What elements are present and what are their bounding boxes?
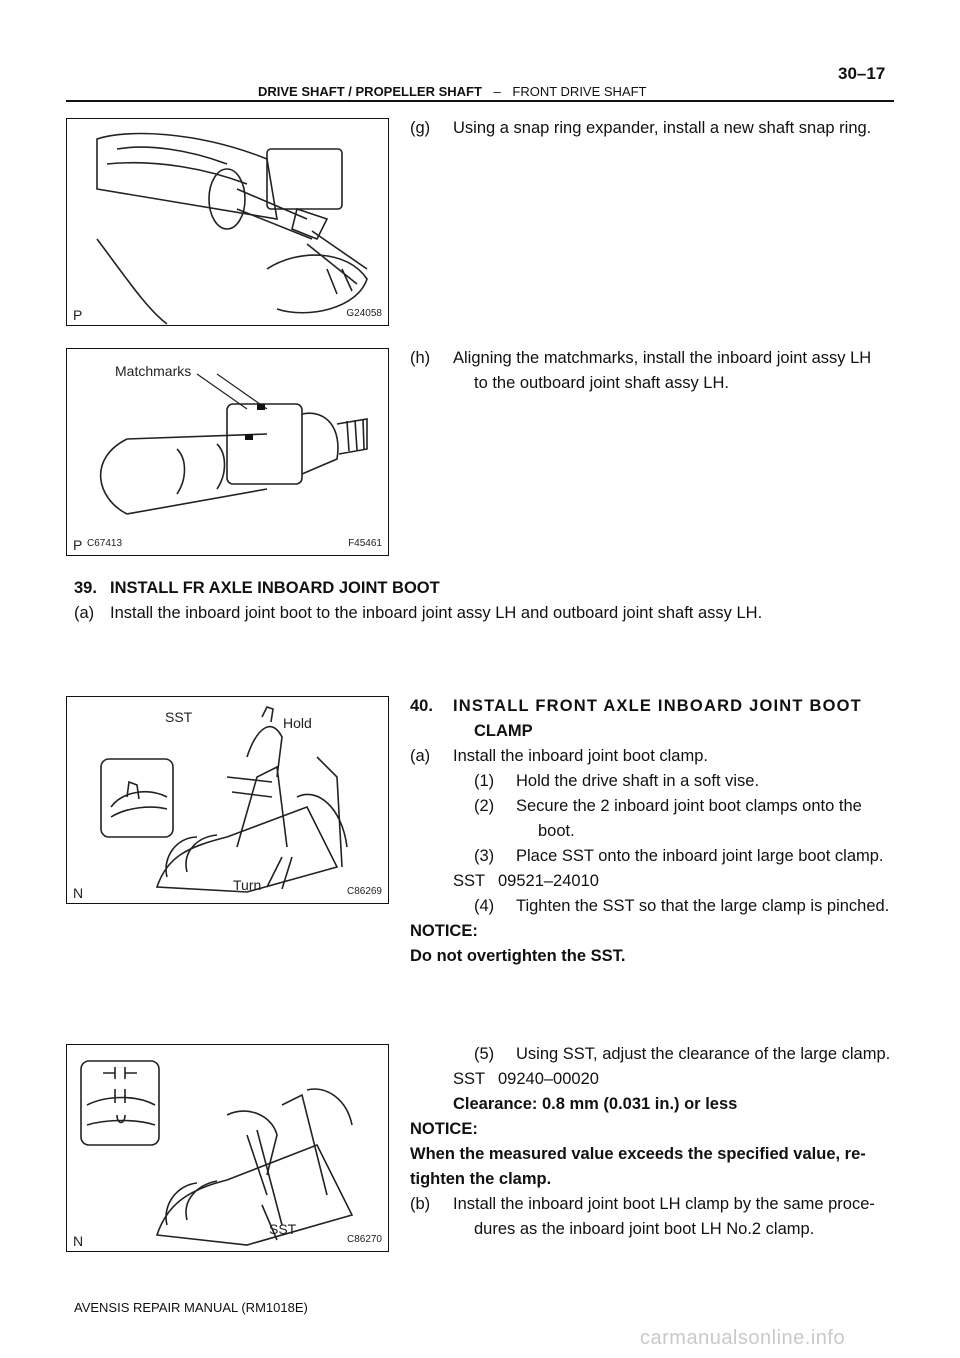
step-40a-text: Install the inboard joint boot clamp. <box>453 747 708 765</box>
figure-snap-ring-expander <box>66 118 389 326</box>
step-h-line1: Aligning the matchmarks, install the inboard joint assy LH <box>453 349 872 367</box>
sst-1-value: 09521–24010 <box>498 872 599 890</box>
sst-1-label: SST <box>453 872 486 890</box>
figure-clearance-illustration <box>67 1045 388 1251</box>
figure-clamp-clearance <box>66 1044 389 1252</box>
figure-matchmarks-illustration <box>67 349 388 555</box>
figure-matchmarks <box>66 348 389 556</box>
step-40b-line2: dures as the inboard joint boot LH No.2 clamp. <box>474 1220 815 1238</box>
hold-label: Hold <box>283 715 312 731</box>
figure-code: C86270 <box>346 1234 382 1245</box>
step-3-text: Place SST onto the inboard joint large boot clamp. <box>516 847 884 865</box>
step-h-label: (h) <box>410 349 431 367</box>
sst-label: SST <box>165 709 193 725</box>
section-39-title: INSTALL FR AXLE INBOARD JOINT BOOT <box>110 579 440 597</box>
step-g-text: Using a snap ring expander, install a new shaft snap ring. <box>453 119 872 137</box>
step-40a-label: (a) <box>410 747 431 765</box>
clearance-spec: Clearance: 0.8 mm (0.031 in.) or less <box>453 1095 738 1113</box>
step-2-label: (2) <box>474 797 495 815</box>
step-40b-line1: Install the inboard joint boot LH clamp by the same proce- <box>453 1195 875 1213</box>
figure-code: C86269 <box>346 886 382 897</box>
notice-2-line2: tighten the clamp. <box>410 1170 552 1188</box>
figure-mark: N <box>73 1233 84 1249</box>
step-4-label: (4) <box>474 897 495 915</box>
figure-mark: P <box>73 307 83 323</box>
matchmarks-label: Matchmarks <box>115 363 192 379</box>
sst-label: SST <box>269 1221 297 1237</box>
notice-2-line1: When the measured value exceeds the specified value, re- <box>410 1145 866 1163</box>
section-40-title-line1: INSTALL FRONT AXLE INBOARD JOINT BOOT <box>453 697 862 715</box>
figure-code: G24058 <box>346 308 382 319</box>
figure-code: F45461 <box>348 538 382 549</box>
turn-label: Turn <box>233 877 262 893</box>
step-5-text: Using SST, adjust the clearance of the large clamp. <box>516 1045 891 1063</box>
figure-mark: N <box>73 885 84 901</box>
notice-1-text: Do not overtighten the SST. <box>410 947 626 965</box>
step-4-text: Tighten the SST so that the large clamp is pinched. <box>516 897 890 915</box>
section-40-number: 40. <box>410 697 433 715</box>
notice-1-label: NOTICE: <box>410 922 478 940</box>
footer-manual-id: AVENSIS REPAIR MANUAL (RM1018E) <box>74 1300 308 1315</box>
running-header <box>258 84 647 99</box>
step-1-text: Hold the drive shaft in a soft vise. <box>516 772 760 790</box>
step-39a-label: (a) <box>74 604 95 622</box>
step-5-label: (5) <box>474 1045 495 1063</box>
notice-2-label: NOTICE: <box>410 1120 478 1138</box>
step-1-label: (1) <box>474 772 495 790</box>
header-subsection: FRONT DRIVE SHAFT <box>512 84 647 99</box>
figure-mark: P <box>73 537 83 553</box>
figure-code-left: C67413 <box>87 538 123 549</box>
watermark: carmanualsonline.info <box>640 1327 846 1349</box>
sst-2-label: SST <box>453 1070 486 1088</box>
section-40-title-line2: CLAMP <box>474 722 533 740</box>
step-2-line2: boot. <box>538 822 575 840</box>
step-h-line2: to the outboard joint shaft assy LH. <box>474 374 729 392</box>
header-separator: – <box>493 84 501 99</box>
section-39-number: 39. <box>74 579 97 597</box>
step-2-line1: Secure the 2 inboard joint boot clamps onto the <box>516 797 862 815</box>
step-3-label: (3) <box>474 847 495 865</box>
figure-snap-ring-illustration <box>67 119 388 325</box>
sst-2-value: 09240–00020 <box>498 1070 599 1088</box>
step-39a-text: Install the inboard joint boot to the inboard joint assy LH and outboard joint shaft assy LH. <box>110 604 763 622</box>
header-rule <box>66 100 894 102</box>
step-40b-label: (b) <box>410 1195 431 1213</box>
page-number: 30–17 <box>838 64 886 83</box>
figure-boot-clamp-illustration <box>67 697 388 903</box>
header-section: DRIVE SHAFT / PROPELLER SHAFT <box>258 84 482 99</box>
step-g-label: (g) <box>410 119 431 137</box>
figure-boot-clamp-sst <box>66 696 389 904</box>
